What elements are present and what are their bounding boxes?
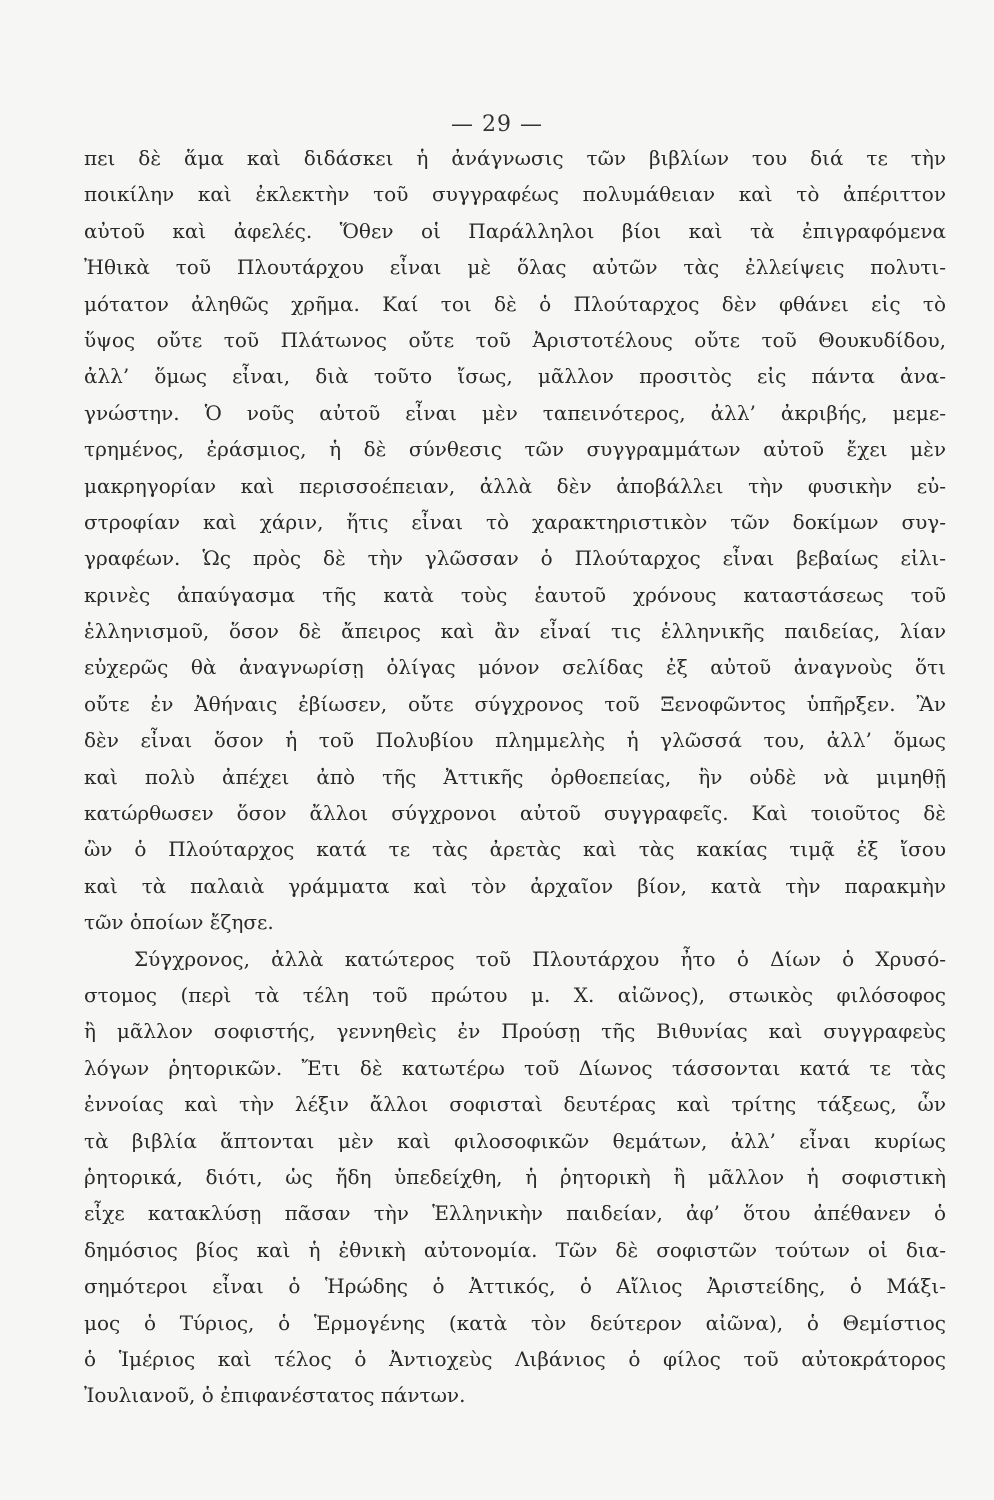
text-line: εὐχερῶς θὰ ἀναγνωρίσῃ ὀλίγας μόνον σελίδας ἐξ αὐτοῦ ἀναγνοὺς ὅτι bbox=[84, 655, 946, 680]
text-line: ἢ μᾶλλον σοφιστής, γεννηθεὶς ἐν Προύσῃ τῆς Βιθυνίας καὶ συγγραφεὺς bbox=[84, 1019, 946, 1044]
text-line: λόγων ῥητορικῶν. Ἔτι δὲ κατωτέρω τοῦ Δίωνος τάσσονται κατά τε τὰς bbox=[84, 1055, 946, 1080]
text-line: καὶ πολὺ ἀπέχει ἀπὸ τῆς Ἀττικῆς ὀρθοεπείας, ἣν οὐδὲ νὰ μιμηθῇ bbox=[84, 764, 946, 789]
text-line: μότατον ἀληθῶς χρῆμα. Καί τοι δὲ ὁ Πλούταρχος δὲν φθάνει εἰς τὸ bbox=[84, 291, 946, 316]
text-line: κρινὲς ἀπαύγασμα τῆς κατὰ τοὺς ἑαυτοῦ χρόνους καταστάσεως τοῦ bbox=[84, 582, 946, 607]
text-line: ὁ Ἱμέριος καὶ τέλος ὁ Ἀντιοχεὺς Λιβάνιος ὁ φίλος τοῦ αὐτοκράτορος bbox=[84, 1346, 946, 1371]
text-line: εἶχε κατακλύσῃ πᾶσαν τὴν Ἑλληνικὴν παιδείαν, ἀφ’ ὅτου ἀπέθανεν ὁ bbox=[84, 1201, 946, 1226]
text-line: ὢν ὁ Πλούταρχος κατά τε τὰς ἀρετὰς καὶ τὰς κακίας τιμᾷ ἐξ ἴσου bbox=[84, 837, 946, 862]
paragraph-end-line: τῶν ὁποίων ἔζησε. bbox=[84, 910, 274, 935]
text-line: ἀλλ’ ὅμως εἶναι, διὰ τοῦτο ἴσως, μᾶλλον προσιτὸς εἰς πάντα ἀνα- bbox=[84, 364, 946, 389]
text-line: δημόσιος βίος καὶ ἡ ἐθνικὴ αὐτονομία. Τῶν δὲ σοφιστῶν τούτων οἱ δια- bbox=[84, 1237, 946, 1262]
text-line: ποικίλην καὶ ἐκλεκτὴν τοῦ συγγραφέως πολυμάθειαν καὶ τὸ ἀπέριττον bbox=[84, 182, 946, 207]
text-line: Ἠθικὰ τοῦ Πλουτάρχου εἶναι μὲ ὅλας αὐτῶν τὰς ἐλλείψεις πολυτι- bbox=[84, 255, 946, 280]
text-line: ἐννοίας καὶ τὴν λέξιν ἄλλοι σοφισταὶ δευτέρας καὶ τρίτης τάξεως, ὧν bbox=[84, 1092, 946, 1117]
page-number: — 29 — bbox=[451, 112, 543, 137]
text-line: γνώστην. Ὁ νοῦς αὐτοῦ εἶναι μὲν ταπεινότερος, ἀλλ’ ἀκριβής, μεμε- bbox=[84, 400, 946, 425]
text-line: σημότεροι εἶναι ὁ Ἡρώδης ὁ Ἀττικός, ὁ Αἴλιος Ἀριστείδης, ὁ Μάξι- bbox=[84, 1274, 946, 1299]
body-text bbox=[84, 140, 946, 1414]
text-line: στροφίαν καὶ χάριν, ἥτις εἶναι τὸ χαρακτηριστικὸν τῶν δοκίμων συγ- bbox=[84, 509, 946, 534]
text-line: στομος (περὶ τὰ τέλη τοῦ πρώτου μ. Χ. αἰῶνος), στωικὸς φιλόσοφος bbox=[84, 982, 946, 1007]
text-line: τὰ βιβλία ἅπτονται μὲν καὶ φιλοσοφικῶν θεμάτων, ἀλλ’ εἶναι κυρίως bbox=[84, 1128, 946, 1153]
text-line: μος ὁ Τύριος, ὁ Ἑρμογένης (κατὰ τὸν δεύτερον αἰῶνα), ὁ Θεμίστιος bbox=[84, 1310, 946, 1335]
text-line: οὔτε ἐν Ἀθήναις ἐβίωσεν, οὔτε σύγχρονος τοῦ Ξενοφῶντος ὑπῆρξεν. Ἂν bbox=[84, 691, 946, 716]
text-line: γραφέων. Ὡς πρὸς δὲ τὴν γλῶσσαν ὁ Πλούταρχος εἶναι βεβαίως εἰλι- bbox=[84, 546, 946, 571]
paragraph-end-line: Ἰουλιανοῦ, ὁ ἐπιφανέστατος πάντων. bbox=[84, 1383, 466, 1408]
text-line: καὶ τὰ παλαιὰ γράμματα καὶ τὸν ἀρχαῖον βίον, κατὰ τὴν παρακμὴν bbox=[84, 873, 946, 898]
text-line: αὐτοῦ καὶ ἀφελές. Ὅθεν οἱ Παράλληλοι βίοι καὶ τὰ ἐπιγραφόμενα bbox=[84, 218, 946, 243]
paragraph-start-line: Σύγχρονος, ἀλλὰ κατώτερος τοῦ Πλουτάρχου ἦτο ὁ Δίων ὁ Χρυσό- bbox=[134, 946, 946, 971]
text-line: μακρηγορίαν καὶ περισσοέπειαν, ἀλλὰ δὲν ἀποβάλλει τὴν φυσικὴν εὐ- bbox=[84, 473, 946, 498]
text-line: ἑλληνισμοῦ, ὅσον δὲ ἄπειρος καὶ ἂν εἶναί τις ἑλληνικῆς παιδείας, λίαν bbox=[84, 619, 946, 644]
text-line: κατώρθωσεν ὅσον ἄλλοι σύγχρονοι αὐτοῦ συγγραφεῖς. Καὶ τοιοῦτος δὲ bbox=[84, 801, 946, 826]
text-line: πει δὲ ἅμα καὶ διδάσκει ἡ ἀνάγνωσις τῶν βιβλίων του διά τε τὴν bbox=[84, 146, 946, 170]
text-line: δὲν εἶναι ὅσον ἡ τοῦ Πολυβίου πλημμελὴς ἡ γλῶσσά του, ἀλλ’ ὅμως bbox=[84, 728, 946, 753]
text-line: ὕψος οὔτε τοῦ Πλάτωνος οὔτε τοῦ Ἀριστοτέλους οὔτε τοῦ Θουκυδίδου, bbox=[84, 327, 946, 352]
text-line: ῥητορικά, διότι, ὡς ἤδη ὑπεδείχθη, ἡ ῥητορικὴ ἢ μᾶλλον ἡ σοφιστικὴ bbox=[84, 1164, 946, 1189]
text-line: τρημένος, ἐράσμιος, ἡ δὲ σύνθεσις τῶν συγγραμμάτων αὐτοῦ ἔχει μὲν bbox=[84, 437, 946, 462]
